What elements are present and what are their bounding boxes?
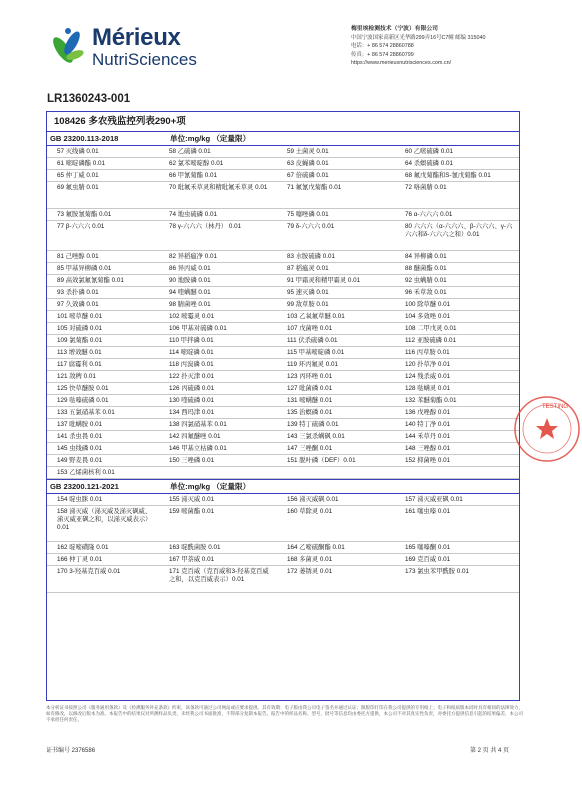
table-cell: 140 特丁净 0.01	[395, 419, 519, 431]
table-cell: 103 乙氧氟草醚 0.01	[277, 311, 395, 323]
table-cell: 165 噻嗪酮 0.01	[395, 542, 519, 554]
logo-text-nutrisciences: NutriSciences	[92, 50, 197, 69]
table-cell	[395, 467, 519, 479]
table-cell: 102 嘧霉灵 0.01	[159, 311, 277, 323]
table-cell: 135 治螟磷 0.01	[277, 407, 395, 419]
table-cell: 62 氯苯嘧啶醇 0.01	[159, 158, 277, 170]
table-cell	[277, 467, 395, 479]
table-cell: 109 氯菊酯 0.01	[47, 335, 159, 347]
table-cell: 147 三唑酮 0.01	[277, 443, 395, 455]
table-cell: 85 甲基异柳磷 0.01	[47, 263, 159, 275]
table-cell: 159 嘧菌酯 0.01	[159, 506, 277, 542]
table-cell: 86 异丙威 0.01	[159, 263, 277, 275]
table-cell: 77 β-六六六 0.01	[47, 221, 159, 251]
table-cell: 143 三氯杀螨砜 0.01	[277, 431, 395, 443]
table-cell: 120 扑草净 0.01	[395, 359, 519, 371]
table-cell: 148 三唑醇 0.01	[395, 443, 519, 455]
table-cell: 70 吡氟禾草灵和精吡氟禾草灵 0.01	[159, 182, 277, 209]
company-address: 中国宁波国家高新区光华路299弄16号C7幢 邮编 315040	[351, 34, 486, 41]
table-cell: 131 嘧螨醚 0.01	[277, 395, 395, 407]
table-cell: 149 野麦畏 0.01	[47, 455, 159, 467]
table-cell: 123 丙环唑 0.01	[277, 371, 395, 383]
table-cell: 158 涕灭威（涕灭威及涕灭砜威、涕灭威亚砜之和，以涕灭威表示）0.01	[47, 506, 159, 542]
table-cell: 99 敌草胺 0.01	[277, 299, 395, 311]
table-cell: 154 啶虫脒 0.01	[47, 494, 159, 506]
table-cell: 130 喹硫磷 0.01	[159, 395, 277, 407]
section2-grid	[47, 494, 519, 593]
table-cell: 160 草除灵 0.01	[277, 506, 395, 542]
table-cell: 125 快草醚胺 0.01	[47, 383, 159, 395]
table-cell: 132 苯醚菊酯 0.01	[395, 395, 519, 407]
table-cell: 78 γ-六六六（林丹） 0.01	[159, 221, 277, 251]
table-cell: 151 脱叶磷（DEF）0.01	[277, 455, 395, 467]
table-cell: 172 萎锈灵 0.01	[277, 566, 395, 593]
table-cell: 142 四氟醚唑 0.01	[159, 431, 277, 443]
table-cell: 128 哒螨灵 0.01	[395, 383, 519, 395]
company-name: 梅里埃检测技术（宁波）有限公司	[351, 26, 438, 32]
table-cell: 83 水胺硫磷 0.01	[277, 251, 395, 263]
table-cell: 124 残杀威 0.01	[395, 371, 519, 383]
table-cell: 155 涕灭威 0.01	[159, 494, 277, 506]
table-cell: 106 甲基对硫磷 0.01	[159, 323, 277, 335]
table-cell: 81 己唑醇 0.01	[47, 251, 159, 263]
table-cell: 104 多效唑 0.01	[395, 311, 519, 323]
table-cell: 101 嘧草醚 0.01	[47, 311, 159, 323]
table-cell: 82 异稻瘟净 0.01	[159, 251, 277, 263]
table-cell: 153 乙烯菌核利 0.01	[47, 467, 159, 479]
table-cell: 157 涕灭威亚砜 0.01	[395, 494, 519, 506]
table-cell: 111 伏杀硫磷 0.01	[277, 335, 395, 347]
table-cell: 88 醚菌酯 0.01	[395, 263, 519, 275]
table-cell: 152 抑菌唑 0.01	[395, 455, 519, 467]
table-cell: 121 敌稗 0.01	[47, 371, 159, 383]
table-cell: 92 虫螨腈 0.01	[395, 275, 519, 287]
table-cell: 75 噻唑磷 0.01	[277, 209, 395, 221]
table-cell: 100 除草醚 0.01	[395, 299, 519, 311]
section1-header	[47, 132, 519, 146]
table-cell: 170 3-羟基克百威 0.01	[47, 566, 159, 593]
table-cell: 164 乙嘧硫酮酯 0.01	[277, 542, 395, 554]
table-cell: 68 氟戊菊酯和S-氰戊菊酯 0.01	[395, 170, 519, 182]
stamp-text: TESTING	[542, 404, 569, 410]
section2-unit: 单位:mg/kg （定量限）	[170, 482, 251, 491]
table-cell: 93 杀扑磷 0.01	[47, 287, 159, 299]
section1-unit: 单位:mg/kg （定量限）	[170, 134, 251, 143]
table-cell: 162 啶嘧磺隆 0.01	[47, 542, 159, 554]
table-cell: 167 甲萘威 0.01	[159, 554, 277, 566]
table-cell: 60 乙嘧硫磷 0.01	[395, 146, 519, 158]
table-cell: 58 乙硫磷 0.01	[159, 146, 277, 158]
table-cell: 173 氯虫苯甲酰胺 0.01	[395, 566, 519, 593]
table-cell: 65 仲丁威 0.01	[47, 170, 159, 182]
table-cell: 122 扑灭津 0.01	[159, 371, 277, 383]
testing-stamp	[512, 394, 582, 464]
table-cell: 118 丙溴磷 0.01	[159, 359, 277, 371]
table-cell: 133 五氯硝基苯 0.01	[47, 407, 159, 419]
table-cell: 91 甲霜灵和精甲霜灵 0.01	[277, 275, 395, 287]
report-number: LR1360243-001	[47, 93, 131, 105]
footnote: 本分析证书按照公司《服务通用条款》及《检测服务补充条款》约束，该条款可通过公司网站或应要求提供。其有效期：电子版由我公司电子签名并通过认证；限版印打印在我公司提供的专用纸上；电子和纸质版本同时具有相同的法律效力，如有修改，以修改后版本为准。本报告中的结果仅对所测样品负责。未经我公司书面批准，不得部分复制本报告。报告中的样品名称、型号、批号等信息均由委托方提供，本公司不对其真实性负责，对委托方提供信息引起的结果偏差，本公司不承担任何责任。	[46, 705, 523, 722]
table-cell: 138 四氯硝基苯 0.01	[159, 419, 277, 431]
company-info	[351, 25, 551, 68]
table-cell: 84 异柳磷 0.01	[395, 251, 519, 263]
table-cell: 171 克百威（克百威和3-羟基克百威之和，以克百威表示）0.01	[159, 566, 277, 593]
company-phone: 电话：+ 86 574 28860788	[351, 43, 414, 50]
table-cell: 71 氟氰戊菊酯 0.01	[277, 182, 395, 209]
table-cell: 166 仲丁灵 0.01	[47, 554, 159, 566]
table-cell: 97 久效磷 0.01	[47, 299, 159, 311]
table-cell: 94 喹螨醚 0.01	[159, 287, 277, 299]
table-cell: 96 禾草敌 0.01	[395, 287, 519, 299]
table-cell: 80 六六六（α-六六六、β-六六六、γ-六六六和δ-六六六之和）0.01	[395, 221, 519, 251]
table-cell: 95 速灭磷 0.01	[277, 287, 395, 299]
table-cell: 119 环丙氟灵 0.01	[277, 359, 395, 371]
table-title: 108426 多农残监控列表290+项	[47, 112, 519, 132]
table-cell: 110 甲拌磷 0.01	[159, 335, 277, 347]
table-cell: 114 嘧啶磷 0.01	[159, 347, 277, 359]
table-cell: 79 δ-六六六 0.01	[277, 221, 395, 251]
table-cell: 61 嘧啶磷酯 0.01	[47, 158, 159, 170]
table-cell: 64 杀螟硫磷 0.01	[395, 158, 519, 170]
table-cell: 89 高效氯氟氰菊酯 0.01	[47, 275, 159, 287]
table-cell: 169 克百威 0.01	[395, 554, 519, 566]
table-cell: 69 氟虫腈 0.01	[47, 182, 159, 209]
table-cell: 161 噻虫嗪 0.01	[395, 506, 519, 542]
merieux-leaf-icon	[46, 22, 92, 68]
table-cell: 156 涕灭威砜 0.01	[277, 494, 395, 506]
logo-text-merieux: Mérieux	[92, 24, 181, 51]
table-cell: 129 哒嗪硫磷 0.01	[47, 395, 159, 407]
section2-standard: GB 23200.121-2021	[50, 482, 119, 491]
table-cell: 105 对硫磷 0.01	[47, 323, 159, 335]
company-fax: 传真：+ 86 574 28860799	[351, 51, 414, 58]
table-cell: 134 西玛津 0.01	[159, 407, 277, 419]
table-cell: 107 戊菌唑 0.01	[277, 323, 395, 335]
section2-header	[47, 479, 519, 494]
table-cell: 116 丙草胺 0.01	[395, 347, 519, 359]
table-cell: 72 咯菌腈 0.01	[395, 182, 519, 209]
merieux-logo	[46, 22, 206, 72]
table-cell: 137 吡螨胺 0.01	[47, 419, 159, 431]
table-cell: 74 地虫硫磷 0.01	[159, 209, 277, 221]
table-cell: 168 多菌灵 0.01	[277, 554, 395, 566]
table-cell: 57 灭线磷 0.01	[47, 146, 159, 158]
certificate-number: 证书编号 2376586	[46, 748, 96, 754]
table-cell: 141 杀虫畏 0.01	[47, 431, 159, 443]
table-cell: 76 α-六六六 0.01	[395, 209, 519, 221]
table-cell: 144 禾草丹 0.01	[395, 431, 519, 443]
table-cell: 126 丙硫磷 0.01	[159, 383, 277, 395]
table-cell: 127 吡菌磷 0.01	[277, 383, 395, 395]
table-cell: 136 戊唑醇 0.01	[395, 407, 519, 419]
table-cell: 139 特丁硫磷 0.01	[277, 419, 395, 431]
section1-standard: GB 23200.113-2018	[50, 134, 119, 143]
table-cell: 67 倍硫磷 0.01	[277, 170, 395, 182]
table-cell: 115 甲基嘧啶磷 0.01	[277, 347, 395, 359]
table-cell: 145 虫线磷 0.01	[47, 443, 159, 455]
section1-grid	[47, 146, 519, 479]
table-cell: 87 稻瘟灵 0.01	[277, 263, 395, 275]
table-cell: 146 甲基立枯磷 0.01	[159, 443, 277, 455]
table-cell	[159, 467, 277, 479]
table-cell: 117 腐霉利 0.01	[47, 359, 159, 371]
table-cell: 150 三唑磷 0.01	[159, 455, 277, 467]
table-cell: 113 增效醚 0.01	[47, 347, 159, 359]
table-cell: 59 土菌灵 0.01	[277, 146, 395, 158]
table-cell: 163 啶酰菌胺 0.01	[159, 542, 277, 554]
table-cell: 66 甲氰菊酯 0.01	[159, 170, 277, 182]
page-number: 第 2 页 共 4 页	[470, 748, 510, 754]
table-cell: 112 亚胺硫磷 0.01	[395, 335, 519, 347]
company-website[interactable]: https://www.merieuxnutrisciences.com.cn/	[351, 60, 452, 67]
table-cell: 108 二甲戊灵 0.01	[395, 323, 519, 335]
table-cell: 98 腈菌唑 0.01	[159, 299, 277, 311]
table-cell: 90 地胺磷 0.01	[159, 275, 277, 287]
table-cell: 63 皮蝇磷 0.01	[277, 158, 395, 170]
results-table	[46, 111, 520, 701]
table-cell: 73 氟胺氰菊酯 0.01	[47, 209, 159, 221]
